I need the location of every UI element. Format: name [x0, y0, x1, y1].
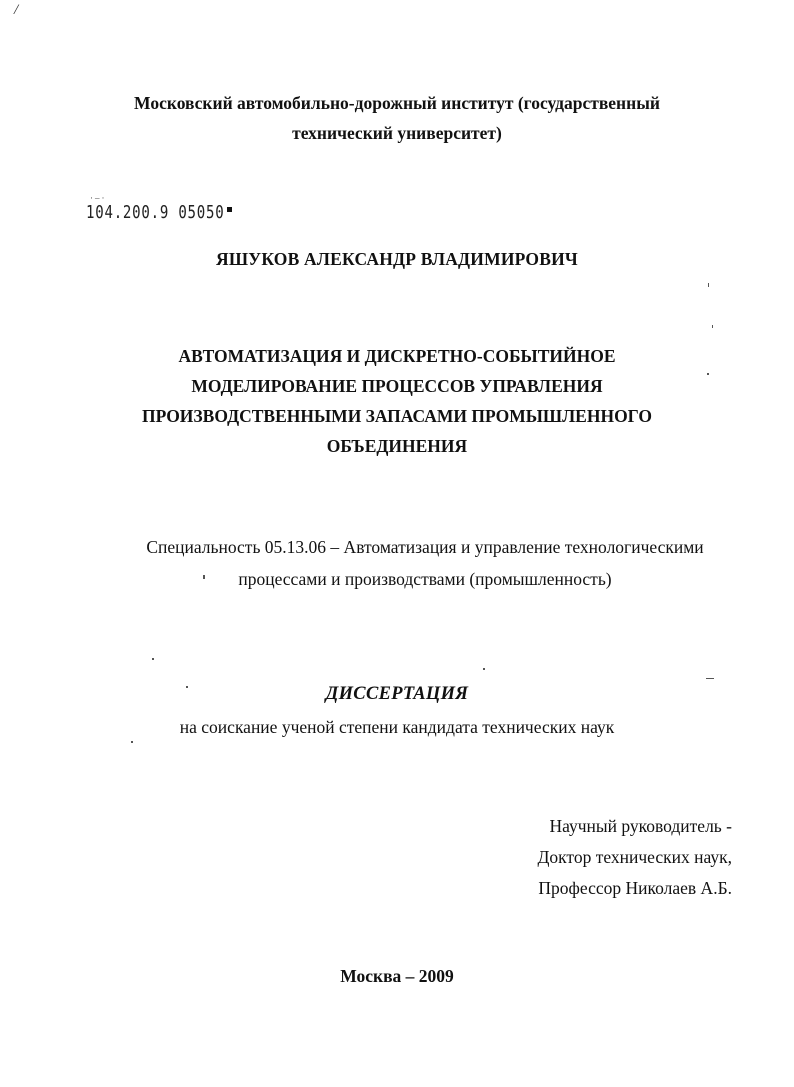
catalog-number: 104.200.9 05050	[86, 202, 225, 223]
supervisor-block	[537, 811, 732, 904]
supervisor-line-2: Доктор технических наук,	[537, 847, 732, 867]
scan-speck	[706, 678, 714, 679]
city-year: Москва – 2009	[340, 966, 454, 986]
title-line-3: ПРОИЗВОДСТВЕННЫМИ ЗАПАСАМИ ПРОМЫШЛЕННОГО	[142, 406, 652, 426]
scan-speck	[131, 741, 133, 743]
scan-speck	[152, 658, 154, 660]
title-line-2: МОДЕЛИРОВАНИЕ ПРОЦЕССОВ УПРАВЛЕНИЯ	[191, 376, 603, 396]
speciality	[110, 531, 740, 595]
institute-line-2: технический университет)	[292, 123, 502, 143]
dissertation-title	[0, 341, 794, 461]
scan-speck	[203, 575, 205, 579]
institute-line-1: Московский автомобильно-дорожный институт (государственный	[134, 93, 660, 113]
author-name: ЯШУКОВ АЛЕКСАНДР ВЛАДИМИРОВИЧ	[216, 249, 578, 269]
speciality-line-1: Специальность 05.13.06 – Автоматизация и управление технологическими	[146, 537, 704, 557]
scan-speck	[712, 325, 713, 328]
speciality-line-2: процессами и производствами (промышленность)	[238, 569, 612, 589]
scan-speck	[708, 283, 709, 287]
scan-speck	[483, 668, 485, 670]
supervisor-line-1: Научный руководитель -	[549, 816, 732, 836]
title-line-4: ОБЪЕДИНЕНИЯ	[326, 436, 468, 456]
institute-name	[0, 88, 794, 148]
degree-description: на соискание ученой степени кандидата технических наук	[179, 717, 615, 737]
scan-speck	[186, 686, 188, 688]
degree-type: ДИССЕРТАЦИЯ	[325, 684, 469, 704]
scan-speck	[707, 373, 709, 375]
corner-handwritten-mark: /	[14, 2, 19, 18]
supervisor-line-3: Профессор Николаев А.Б.	[538, 878, 732, 898]
catalog-dots: ·–·	[90, 193, 107, 203]
title-line-1: АВТОМАТИЗАЦИЯ И ДИСКРЕТНО-СОБЫТИЙНОЕ	[178, 346, 616, 366]
catalog-marker	[227, 207, 232, 212]
